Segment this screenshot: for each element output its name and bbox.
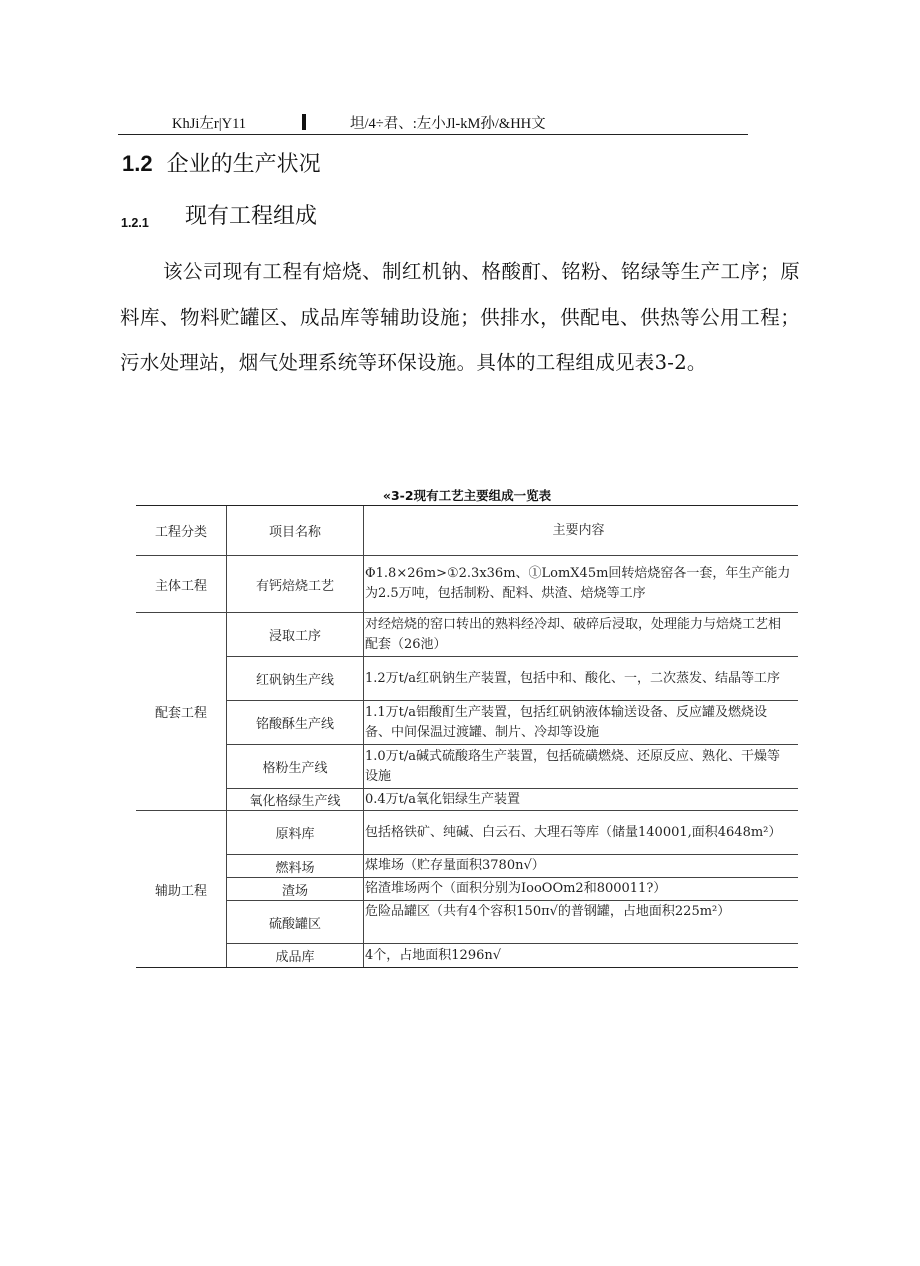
header-left-text: KhJi左r|Y11 [172, 116, 247, 132]
category-auxiliary: 辅助工程 [154, 883, 207, 899]
item-content: 4个，占地面积1296n√ [363, 944, 798, 967]
table-row-main [136, 555, 798, 612]
header-project-name: 项目名称 [226, 506, 363, 555]
item-name: 格粉生产线 [226, 745, 363, 788]
category-main: 主体工程 [154, 578, 207, 594]
item-content: 1.1万t/a铝酸酊生产装置，包括红矾钠液体输送设备、反应罐及燃烧设备、中间保温过渡罐、制片、冷却等设施 [363, 701, 798, 744]
table-header-row [136, 506, 798, 555]
table-row [226, 900, 798, 943]
table-row [226, 788, 798, 810]
header-divider-bar [302, 114, 306, 130]
item-content: 0.4万t/a氧化铝绿生产装置 [363, 789, 798, 810]
table-caption: «3-2现有工艺主要组成一览表 [382, 488, 552, 503]
table-row [226, 613, 798, 656]
item-name: 有钙焙烧工艺 [226, 556, 363, 612]
item-content: 1.0万t/a碱式硫酸珞生产装置，包括硫磺燃烧、还原反应、熟化、干燥等设施 [363, 745, 798, 788]
item-name: 红矾钠生产线 [226, 657, 363, 700]
section-heading [122, 149, 321, 180]
item-name: 燃料场 [226, 855, 363, 877]
item-name: 渣场 [226, 878, 363, 900]
item-content: 对经焙烧的窑口转出的熟料经冷却、破碎后浸取，处理能力与焙烧工艺相配套（26池） [363, 613, 798, 656]
item-content: 煤堆场（贮存量面积3780n√） [363, 855, 798, 877]
engineering-composition-table [136, 505, 798, 968]
section-title: 企业的生产状况 [166, 152, 321, 177]
category-support: 配套工程 [154, 706, 207, 721]
table-row [226, 877, 798, 900]
table-row [226, 700, 798, 744]
running-header [118, 116, 748, 135]
table-row [226, 811, 798, 854]
table-row [226, 656, 798, 700]
item-name: 浸取工序 [226, 613, 363, 656]
table-row [226, 854, 798, 877]
item-content: 1.2万t/a红矾钠生产装置，包括中和、酸化、一，二次蒸发、结晶等工序 [363, 657, 798, 700]
item-name: 原料库 [226, 811, 363, 854]
item-content: Φ1.8×26m>①2.3x36m、①LomX45m回转焙烧窑各一套，年生产能力为2.5万吨，包括制粉、配料、烘渣、焙烧等工序 [363, 556, 798, 612]
subsection-title: 现有工程组成 [185, 204, 318, 229]
item-name: 硫酸罐区 [226, 901, 363, 943]
header-main-content: 主要内容 [363, 506, 798, 555]
table-group-support [136, 612, 798, 810]
subsection-number: 1.2.1 [121, 216, 149, 230]
item-name: 氧化格绿生产线 [226, 789, 363, 810]
table-row [226, 943, 798, 967]
section-number: 1.2 [122, 151, 153, 176]
item-content: 铭渣堆场两个（面积分别为IooOOm2和800011?） [363, 878, 798, 900]
table-group-auxiliary [136, 810, 798, 967]
table-row [226, 744, 798, 788]
item-name: 成品库 [226, 944, 363, 967]
item-name: 铭酸酥生产线 [226, 701, 363, 744]
item-content: 包括格铁矿、纯碱、白云石、大理石等库（储量140001,面积4648m²） [363, 811, 798, 854]
header-right-text: 坦/4÷君、:左小Jl-kM孙/&HH文 [350, 116, 546, 132]
body-paragraph: 该公司现有工程有焙烧、制红机钠、格酸酊、铭粉、铭绿等生产工序；原料库、物料贮罐区、成品库等辅助设施；供排水，供配电、供热等公用工程；污水处理站，烟气处理系统等环保设施。具体的工程组成见表3-2。 [120, 260, 800, 374]
header-category: 工程分类 [154, 525, 207, 540]
item-content: 危险品罐区（共有4个容积150π√的普钢罐，占地面积225m²） [363, 901, 798, 943]
